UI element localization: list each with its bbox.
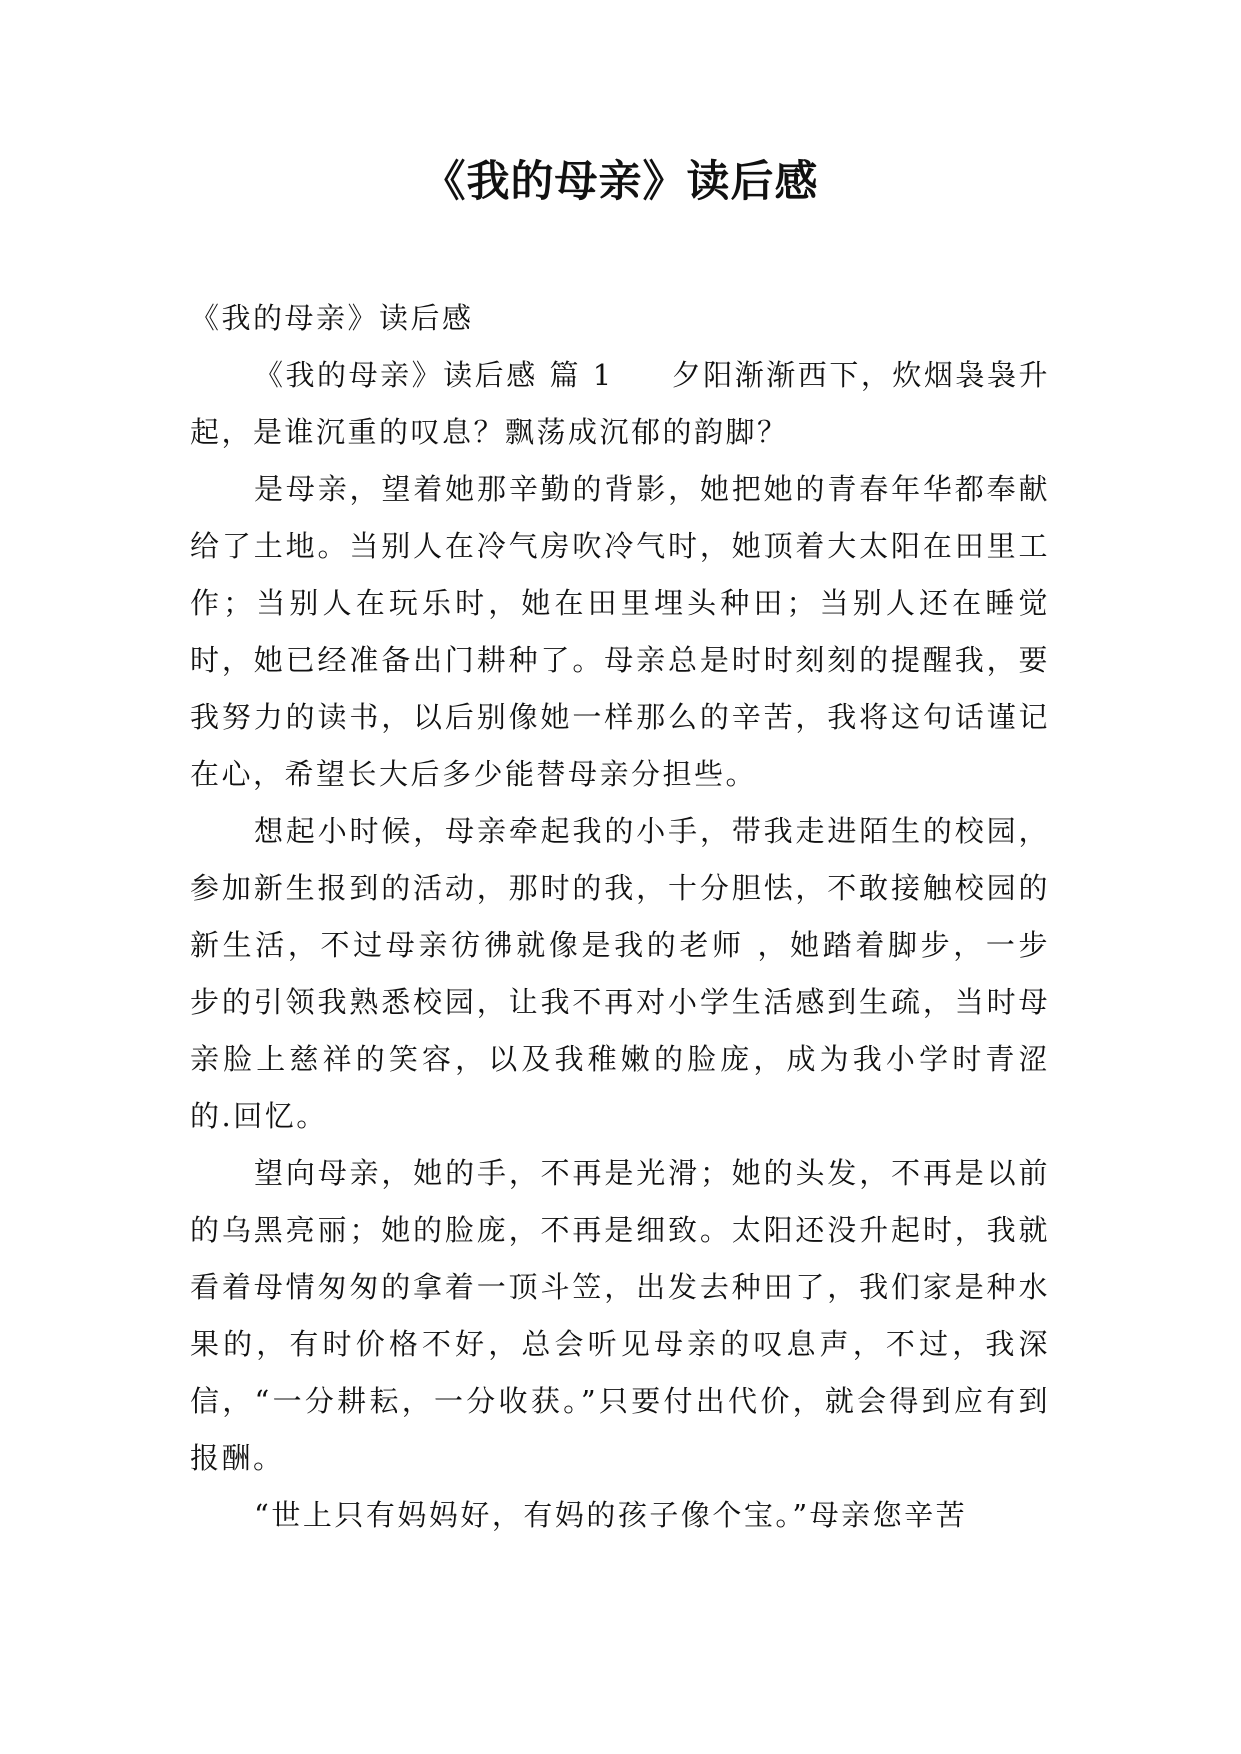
document-title: 《我的母亲》读后感 <box>422 157 819 207</box>
document-body <box>190 290 1050 1544</box>
paragraph-2: 是母亲，望着她那辛勤的背影，她把她的青春年华都奉献给了土地。当别人在冷气房吹冷气时，她顶着大太阳在田里工作；当别人在玩乐时，她在田里埋头种田；当别人还在睡觉时，她已经准备出门耕种了。母亲总是时时刻刻的提醒我，要我努力的读书，以后别像她一样那么的辛苦，我将这句话谨记在心，希望长大后多少能替母亲分担些。 <box>190 472 1050 791</box>
paragraph-4: 望向母亲，她的手，不再是光滑；她的头发，不再是以前的乌黑亮丽；她的脸庞，不再是细致。太阳还没升起时，我就看着母情匆匆的拿着一顶斗笠，出发去种田了，我们家是种水果的，有时价格不好，总会听见母亲的叹息声，不过，我深信，“一分耕耘，一分收获。”只要付出代价，就会得到应有到报酬。 <box>190 1156 1050 1475</box>
section-heading: 《我的母亲》读后感 篇 1 <box>254 358 614 392</box>
paragraph-5: “世上只有妈妈好，有妈的孩子像个宝。”母亲您辛苦 <box>254 1498 968 1532</box>
paragraph-1 <box>190 347 1050 461</box>
paragraph-3: 想起小时候，母亲牵起我的小手，带我走进陌生的校园，参加新生报到的活动，那时的我，十分胆怯，不敢接触校园的新生活，不过母亲彷彿就像是我的老师 ，她踏着脚步，一步步的引领我熟悉校园，让我不再对小学生活感到生疏，当时母亲脸上慈祥的笑容，以及我稚嫩的脸庞，成为我小学时青涩的.回忆。 <box>190 814 1050 1133</box>
document-subtitle: 《我的母亲》读后感 <box>190 301 474 335</box>
paragraph-1-text: 夕阳渐渐西下，炊烟袅袅升起，是谁沉重的叹息？飘荡成沉郁的韵脚？ <box>190 358 1050 449</box>
